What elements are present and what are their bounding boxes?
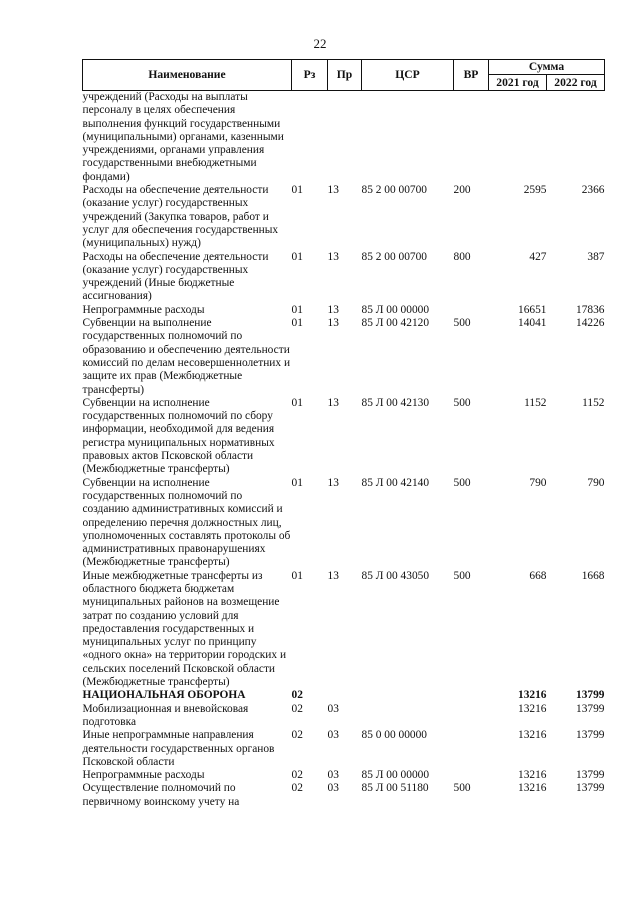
row-name: Осуществление полномочий по первичному воинскому учету на bbox=[82, 782, 240, 808]
row-pr: 03 bbox=[327, 782, 339, 795]
header-sum: Сумма bbox=[489, 60, 605, 75]
row-name: Расходы на обеспечение деятельности (оказание услуг) государственных учреждений (Закупка товаров, работ и услуг для обеспечения государственных (муниципальных) нужд) bbox=[82, 184, 279, 250]
page-number: 22 bbox=[313, 36, 327, 51]
row-vr bbox=[454, 689, 489, 702]
table-body bbox=[83, 91, 605, 810]
row-sum-2022: 13799 bbox=[576, 729, 605, 742]
row-vr: 500 bbox=[453, 782, 471, 795]
table-header bbox=[83, 60, 605, 91]
row-vr: 500 bbox=[453, 317, 471, 330]
row-pr: 13 bbox=[327, 303, 339, 316]
table-row bbox=[83, 397, 605, 477]
row-sum-2022: 13799 bbox=[576, 689, 605, 702]
row-vr bbox=[454, 769, 489, 782]
row-csr: 85 2 00 00700 bbox=[361, 184, 427, 197]
row-sum-2021: 13216 bbox=[518, 769, 547, 782]
row-sum-2021: 790 bbox=[529, 476, 547, 489]
row-rz: 01 bbox=[291, 476, 303, 489]
header-year-2022: 2022 год bbox=[547, 75, 605, 91]
table-row bbox=[83, 703, 605, 730]
row-sum-2021: 2595 bbox=[523, 184, 547, 197]
row-vr: 800 bbox=[453, 250, 471, 263]
row-sum-2022: 13799 bbox=[576, 702, 605, 715]
row-vr: 200 bbox=[453, 184, 471, 197]
row-name: Расходы на обеспечение деятельности (оказание услуг) государственных учреждений (Иные бюджетные ассигнования) bbox=[82, 250, 269, 303]
row-name: Субвенции на исполнение государственных полномочий по сбору информации, необходимой для ведения регистра муниципальных нормативных правовых актов Псковской области (Межбюджетные трансферты) bbox=[82, 396, 275, 476]
row-vr: 500 bbox=[453, 396, 471, 409]
row-rz: 01 bbox=[291, 250, 303, 263]
row-sum-2022: 17836 bbox=[576, 303, 605, 316]
row-name: Субвенции на исполнение государственных полномочий по созданию административных комиссий и определению перечня должностных лиц, уполномоченных составлять протоколы об административных правонарушениях (Межбюджетные трансферты) bbox=[82, 476, 291, 569]
table-row bbox=[83, 304, 605, 317]
row-vr: 500 bbox=[453, 476, 471, 489]
row-csr bbox=[362, 703, 454, 730]
row-sum-2021: 427 bbox=[529, 250, 547, 263]
row-pr: 13 bbox=[327, 250, 339, 263]
row-pr: 13 bbox=[327, 317, 339, 330]
row-csr bbox=[362, 91, 454, 185]
row-vr bbox=[454, 304, 489, 317]
header-csr: ЦСР bbox=[362, 60, 454, 91]
row-rz: 02 bbox=[291, 702, 303, 715]
row-name: Мобилизационная и вневойсковая подготовка bbox=[82, 702, 249, 728]
row-sum-2021: 13216 bbox=[518, 729, 547, 742]
table-row bbox=[83, 769, 605, 782]
row-sum-2021 bbox=[489, 91, 547, 185]
row-pr: 13 bbox=[327, 569, 339, 582]
row-csr: 85 Л 00 00000 bbox=[361, 769, 430, 782]
header-rz: Рз bbox=[292, 60, 328, 91]
row-pr: 03 bbox=[327, 702, 339, 715]
row-vr bbox=[454, 703, 489, 730]
row-name: Субвенции на выполнение государственных полномочий по образованию и обеспечению деятельности комиссий по делам несовершеннолетних и защите их прав (Межбюджетные трансферты) bbox=[82, 317, 291, 396]
row-rz: 02 bbox=[291, 782, 303, 795]
row-rz: 01 bbox=[291, 184, 303, 197]
row-csr: 85 Л 00 42120 bbox=[361, 317, 430, 330]
row-rz: 02 bbox=[291, 769, 303, 782]
row-sum-2022: 1152 bbox=[582, 396, 605, 409]
table-row bbox=[83, 317, 605, 397]
row-pr: 13 bbox=[327, 396, 339, 409]
header-name: Наименование bbox=[83, 60, 292, 91]
header-vr: ВР bbox=[454, 60, 489, 91]
row-pr: 03 bbox=[327, 729, 339, 742]
row-sum-2022: 13799 bbox=[576, 769, 605, 782]
row-sum-2022 bbox=[547, 91, 605, 185]
row-vr: 500 bbox=[453, 569, 471, 582]
row-csr: 85 Л 00 42140 bbox=[361, 476, 430, 489]
row-csr: 85 Л 00 51180 bbox=[361, 782, 429, 795]
row-sum-2021: 668 bbox=[529, 569, 547, 582]
row-sum-2022: 790 bbox=[587, 476, 605, 489]
table-row bbox=[83, 184, 605, 250]
row-sum-2022: 387 bbox=[587, 250, 605, 263]
row-sum-2021: 13216 bbox=[518, 689, 547, 702]
header-year-2021: 2021 год bbox=[489, 75, 547, 91]
row-sum-2022: 14226 bbox=[576, 317, 605, 330]
row-sum-2021: 13216 bbox=[518, 702, 547, 715]
row-pr: 13 bbox=[327, 184, 339, 197]
row-csr: 85 Л 00 43050 bbox=[361, 569, 430, 582]
row-name: Иные межбюджетные трансферты из областного бюджета бюджетам муниципальных районов на возмещение затрат по созданию условий для предоставления государственных и муниципальных услуг по принципу «одного окна» на территории городских и сельских поселений Псковской области (Межбюджетные трансферты) bbox=[82, 569, 287, 689]
row-csr bbox=[362, 689, 454, 702]
table-row bbox=[83, 570, 605, 690]
row-sum-2022: 2366 bbox=[581, 184, 605, 197]
row-pr: 13 bbox=[327, 476, 339, 489]
row-rz: 01 bbox=[291, 317, 303, 330]
row-vr bbox=[454, 91, 489, 185]
header-pr: Пр bbox=[328, 60, 362, 91]
row-vr bbox=[454, 729, 489, 769]
table-row bbox=[83, 91, 605, 185]
row-name: НАЦИОНАЛЬНАЯ ОБОРОНА bbox=[82, 689, 246, 702]
table-row bbox=[83, 477, 605, 570]
row-rz: 01 bbox=[291, 569, 303, 582]
row-rz: 01 bbox=[291, 303, 303, 316]
row-rz: 01 bbox=[291, 396, 303, 409]
row-csr: 85 Л 00 00000 bbox=[361, 303, 430, 316]
table-row bbox=[83, 729, 605, 769]
row-sum-2021: 13216 bbox=[518, 782, 547, 795]
table-row bbox=[83, 782, 605, 809]
row-rz: 02 bbox=[291, 689, 303, 702]
row-csr: 85 Л 00 42130 bbox=[361, 396, 430, 409]
row-name: Непрограммные расходы bbox=[82, 303, 205, 316]
row-rz bbox=[292, 91, 328, 185]
row-pr bbox=[328, 91, 362, 185]
row-csr: 85 0 00 00000 bbox=[361, 729, 427, 742]
row-pr: 03 bbox=[327, 769, 339, 782]
row-name: учреждений (Расходы на выплаты персоналу в целях обеспечения выполнения функций государственными (муниципальными) органами, казенными учреждениями, органами управления государственными внебюджетными фондами) bbox=[82, 91, 284, 183]
row-name: Иные непрограммные направления деятельности государственных органов Псковской области bbox=[82, 729, 275, 768]
row-sum-2021: 1152 bbox=[524, 396, 547, 409]
table-row bbox=[83, 251, 605, 304]
table-row bbox=[83, 689, 605, 702]
row-sum-2022: 13799 bbox=[576, 782, 605, 795]
row-csr: 85 2 00 00700 bbox=[361, 250, 427, 263]
row-pr bbox=[328, 689, 362, 702]
budget-table bbox=[82, 59, 605, 809]
row-rz: 02 bbox=[291, 729, 303, 742]
row-sum-2022: 1668 bbox=[581, 569, 605, 582]
row-name: Непрограммные расходы bbox=[82, 769, 205, 782]
row-sum-2021: 16651 bbox=[518, 303, 547, 316]
row-sum-2021: 14041 bbox=[518, 317, 547, 330]
